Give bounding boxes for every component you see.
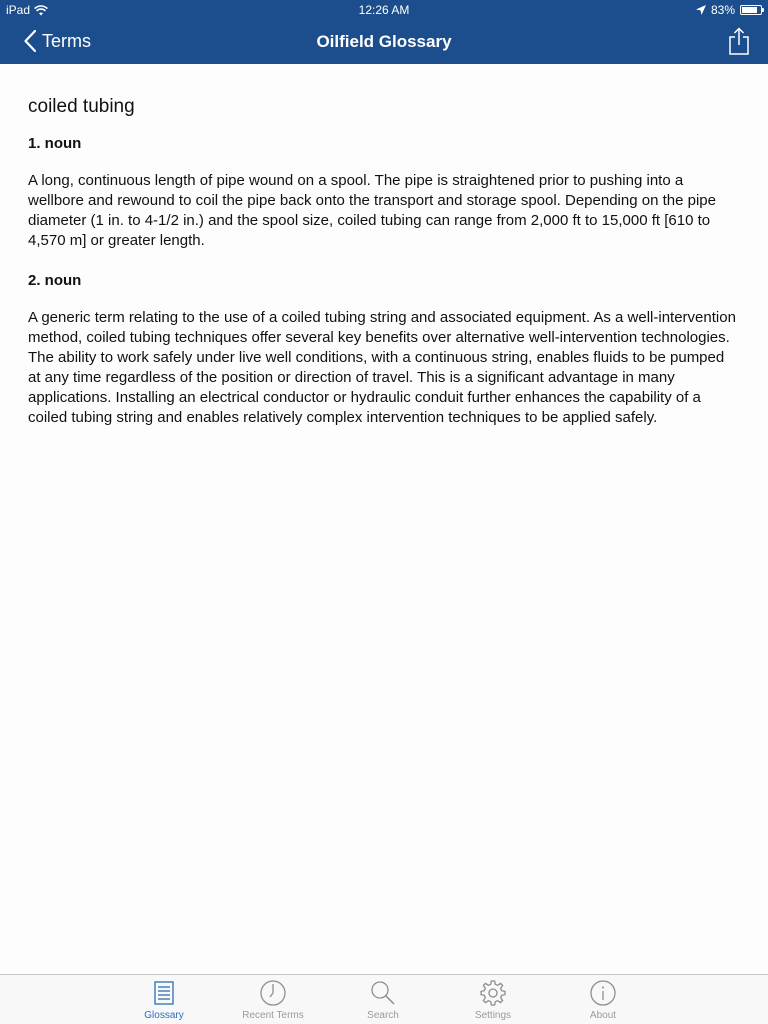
gear-icon xyxy=(479,979,507,1007)
tab-label: Recent Terms xyxy=(242,1010,304,1021)
tab-label: Glossary xyxy=(144,1010,184,1021)
sense-definition: A generic term relating to the use of a coiled tubing string and associated equipment. As a well-intervention method, coiled tubing techniques offer several key benefits over alternative well-intervention technologies. The ability to work safely under live well conditions, with a continuous string, enables fluids to be pumped at any time regardless of the position or direction of travel. This is a significant advantage in many applications. Installing an electrical conductor or hydraulic conduit further enhances the capability of a coiled tubing string and enables relatively complex intervention techniques to be applied safely. xyxy=(28,309,736,426)
tab-bar xyxy=(0,974,768,1024)
page-title: Oilfield Glossary xyxy=(316,32,452,51)
term-title: coiled tubing xyxy=(28,96,135,117)
definition-content xyxy=(28,96,740,449)
info-icon xyxy=(589,979,617,1007)
header xyxy=(0,0,768,64)
device-name: iPad xyxy=(6,3,31,17)
status-time: 12:26 AM xyxy=(358,3,410,17)
tab-label: About xyxy=(589,1010,617,1021)
nav-bar xyxy=(0,20,768,64)
battery-fill xyxy=(742,7,757,13)
sense-definition: A long, continuous length of pipe wound on a spool. The pipe is straightened prior to pushing into a wellbore and rewound to coil the pipe back onto the transport and storage spool. Depending on the pipe diameter (1 in. to 4-1/2 in.) and the spool size, coiled tubing can range from 2,000 ft to 15,000 ft [610 to 4,570 m] or greater length. xyxy=(28,172,716,249)
search-icon xyxy=(369,979,397,1007)
share-icon xyxy=(728,27,750,55)
tab-label: Search xyxy=(367,1010,399,1021)
tab-label: Settings xyxy=(474,1010,512,1021)
tab-search[interactable] xyxy=(343,979,423,1023)
tab-glossary[interactable] xyxy=(124,979,204,1023)
list-icon xyxy=(150,979,178,1007)
battery-percent: 83% xyxy=(710,3,735,17)
tab-recent-terms[interactable] xyxy=(233,979,313,1023)
tab-settings[interactable] xyxy=(453,979,533,1023)
sense-label: 1. noun xyxy=(28,135,82,152)
status-bar xyxy=(0,0,768,20)
clock-icon xyxy=(259,979,287,1007)
location-arrow-icon xyxy=(696,5,706,15)
battery-icon xyxy=(740,5,762,15)
status-right xyxy=(696,3,762,17)
back-button-label: Terms xyxy=(42,30,91,51)
sense-label: 2. noun xyxy=(28,272,82,289)
share-button[interactable] xyxy=(728,27,750,60)
tab-about[interactable] xyxy=(563,979,643,1023)
